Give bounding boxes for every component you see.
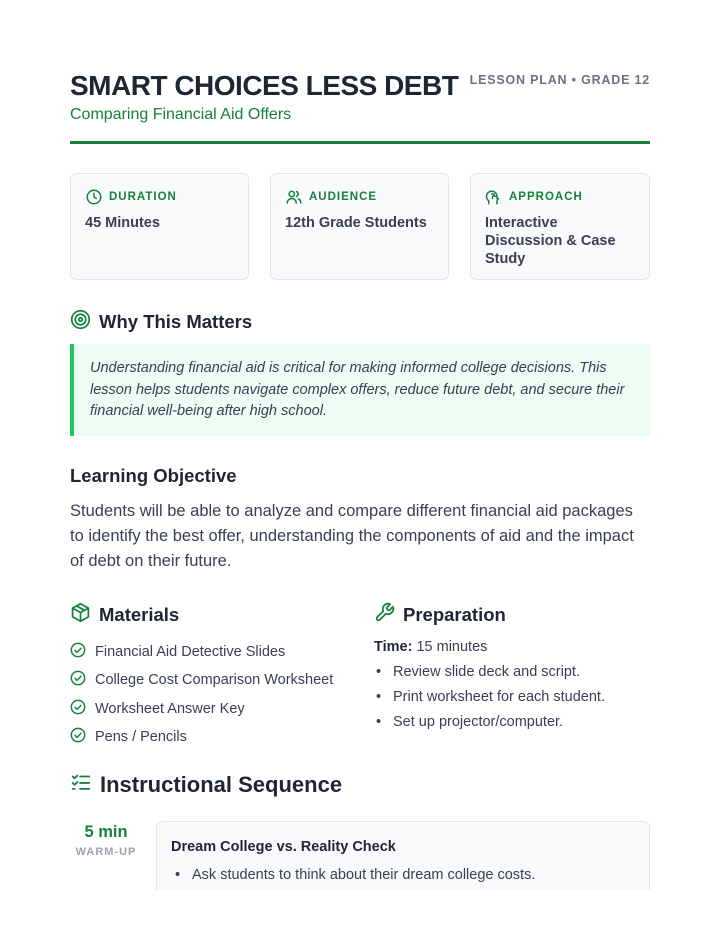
material-label: College Cost Comparison Worksheet [95,672,334,689]
duration-label-row [85,188,177,206]
material-label: Financial Aid Detective Slides [95,644,286,661]
approach-card [470,173,650,280]
preparation-time-label: Time: [374,639,413,655]
check-circle-icon [70,642,86,662]
why-heading-row [70,309,252,335]
header [70,70,650,146]
info-cards [70,173,650,281]
objective-text: Students will be able to analyze and compare different financial aid packages to identify the best offer, understanding the components of aid and the impact of debt on their future. [70,502,634,570]
approach-label: APPROACH [509,191,583,203]
wrench-icon [374,602,395,628]
duration-card [70,173,249,280]
audience-value: 12th Grade Students [285,215,427,231]
audience-label: AUDIENCE [309,191,378,203]
clock-icon [85,188,103,206]
preparation-heading: Preparation [403,604,506,625]
preparation-time [374,639,487,655]
preparation-time-value: 15 minutes [416,639,488,655]
audience-label-row [285,188,377,206]
users-icon [285,188,303,206]
list-item [70,695,333,723]
materials-heading: Materials [99,604,180,625]
material-label: Worksheet Answer Key [95,700,245,717]
list-item: • Set up projector/computer. [374,714,605,739]
sequence-heading-row [70,771,342,799]
check-circle-icon [70,727,86,747]
step-items [171,867,535,883]
approach-label-row [485,188,583,206]
step-duration: 5 min [84,823,128,841]
preparation-list [374,664,605,738]
brain-icon [485,188,503,206]
preparation-heading-row [374,602,506,628]
check-circle-icon [70,670,86,690]
package-icon [70,602,91,628]
lesson-tag: LESSON PLAN • GRADE 12 [469,73,650,87]
audience-card [270,173,449,280]
list-item [70,723,333,751]
list-item: • Print worksheet for each student. [374,689,605,714]
sequence-heading: Instructional Sequence [100,772,343,797]
why-quote: Understanding financial aid is critical for making informed college decisions. This lesson helps students navigate complex offers, reduce future debt, and secure their financial well-being after high school. [70,344,650,436]
page-bottom-cutoff [0,890,720,932]
step-title: Dream College vs. Reality Check [171,839,396,855]
material-label: Pens / Pencils [95,729,187,746]
materials-heading-row [70,602,179,628]
list-item: • Ask students to think about their dream college costs. [171,867,535,883]
list-item: • Review slide deck and script. [374,664,605,689]
header-divider [70,141,650,144]
list-checks-icon [70,771,92,799]
page-title: SMART CHOICES LESS DEBT [70,70,459,101]
page-subtitle: Comparing Financial Aid Offers [70,106,292,123]
list-item [70,638,333,666]
step-phase: WARM-UP [75,846,137,858]
target-icon [70,309,91,335]
approach-value: Interactive Discussion & Case Study [485,215,616,267]
duration-label: DURATION [109,191,177,203]
materials-list [70,638,333,751]
why-heading: Why This Matters [99,311,253,332]
list-item [70,666,333,694]
objective-heading: Learning Objective [70,465,237,486]
check-circle-icon [70,699,86,719]
duration-value: 45 Minutes [85,215,160,231]
